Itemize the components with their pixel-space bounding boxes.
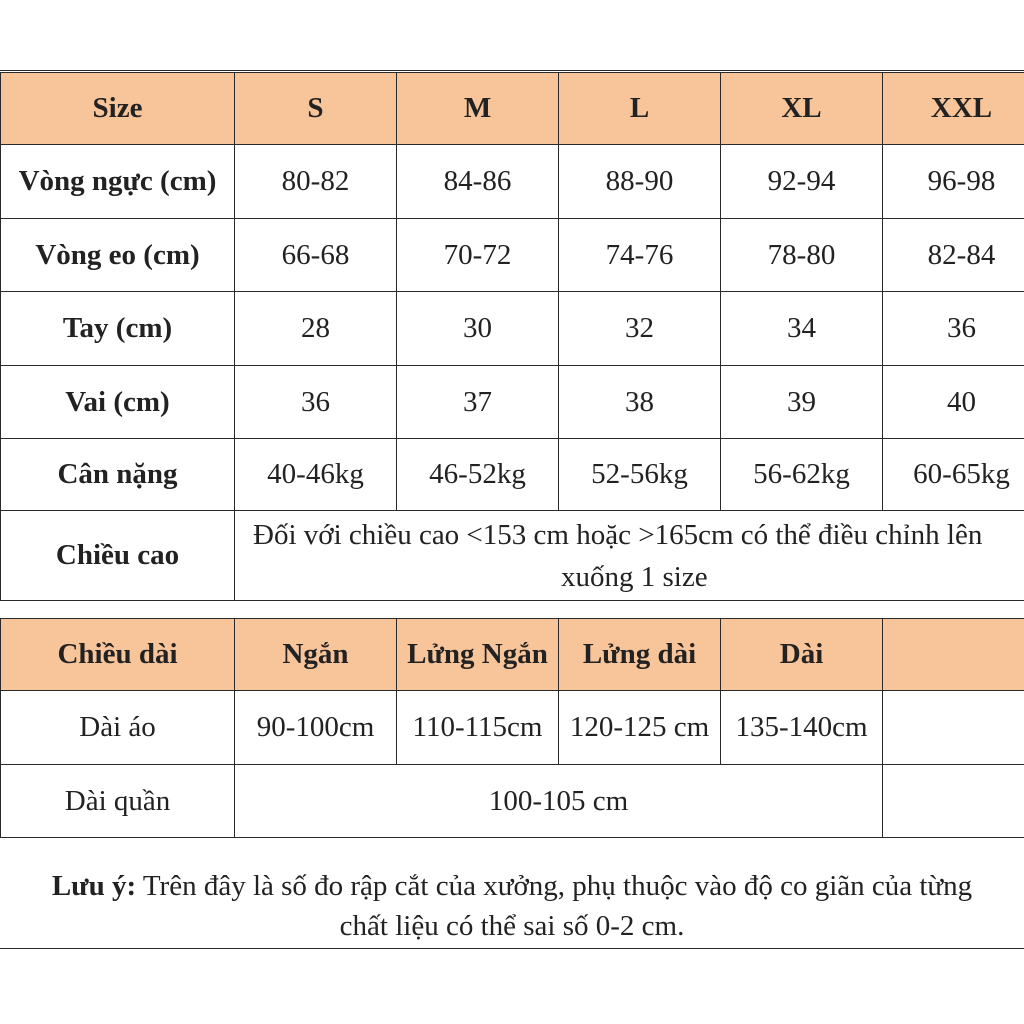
table-cell: 40-46kg	[235, 439, 397, 511]
table-cell: 37	[397, 366, 559, 439]
table-cell: 78-80	[721, 219, 883, 292]
row-label: Chiều cao	[1, 511, 235, 601]
table-cell: 40	[883, 366, 1024, 439]
table-cell: 46-52kg	[397, 439, 559, 511]
table-row	[1, 366, 1024, 439]
table-cell: 36	[883, 292, 1024, 366]
table-row	[1, 145, 1024, 219]
row-label: Cân nặng	[1, 439, 235, 511]
table-cell	[883, 691, 1024, 765]
table-cell: 84-86	[397, 145, 559, 219]
table-row	[1, 765, 1024, 838]
header-cell: L	[559, 73, 721, 145]
header-cell: Size	[1, 73, 235, 145]
table-cell: 60-65kg	[883, 439, 1024, 511]
table-cell: 82-84	[883, 219, 1024, 292]
note-line1	[0, 866, 1024, 906]
row-label: Vai (cm)	[1, 366, 235, 439]
size-table	[0, 72, 1024, 601]
table-cell: 80-82	[235, 145, 397, 219]
table-cell: 36	[235, 366, 397, 439]
table-cell: 120-125 cm	[559, 691, 721, 765]
table-cell: 70-72	[397, 219, 559, 292]
note-text-line2: chất liệu có thể sai số 0-2 cm.	[339, 910, 685, 942]
top-rule	[0, 70, 1024, 71]
row-label: Tay (cm)	[1, 292, 235, 366]
bottom-rule	[0, 948, 1024, 949]
row-label: Vòng ngực (cm)	[1, 145, 235, 219]
height-note-line1: Đối với chiều cao <153 cm hoặc >165cm có thể điều chỉnh lên	[253, 518, 983, 551]
table-cell: 30	[397, 292, 559, 366]
header-cell: Dài	[721, 619, 883, 691]
height-row	[1, 511, 1024, 601]
table-cell: 32	[559, 292, 721, 366]
length-header-row	[1, 619, 1024, 691]
table-row	[1, 292, 1024, 366]
table-cell: 38	[559, 366, 721, 439]
size-header-row	[1, 73, 1024, 145]
table-cell: 28	[235, 292, 397, 366]
row-label: Vòng eo (cm)	[1, 219, 235, 292]
row-label: Dài quần	[1, 765, 235, 838]
row-label: Dài áo	[1, 691, 235, 765]
table-cell: 110-115cm	[397, 691, 559, 765]
table-row	[1, 219, 1024, 292]
note-label: Lưu ý:	[51, 870, 137, 902]
note-text-line1: Trên đây là số đo rập cắt của xưởng, phụ thuộc vào độ co giãn của từng	[142, 870, 973, 902]
table-row	[1, 691, 1024, 765]
height-note-line2: xuống 1 size	[561, 560, 708, 593]
table-row	[1, 439, 1024, 511]
header-cell: XL	[721, 73, 883, 145]
table-cell: 34	[721, 292, 883, 366]
table-cell: 96-98	[883, 145, 1024, 219]
header-cell: M	[397, 73, 559, 145]
header-cell: Chiều dài	[1, 619, 235, 691]
table-cell: 74-76	[559, 219, 721, 292]
table-cell	[883, 765, 1024, 838]
length-table	[0, 618, 1024, 838]
header-cell: Lửng dài	[559, 619, 721, 691]
table-cell: 100-105 cm	[235, 765, 883, 838]
table-cell: 88-90	[559, 145, 721, 219]
table-cell: 39	[721, 366, 883, 439]
header-cell	[883, 619, 1024, 691]
header-cell: Ngắn	[235, 619, 397, 691]
header-cell: Lửng Ngắn	[397, 619, 559, 691]
table-cell: 52-56kg	[559, 439, 721, 511]
header-cell: S	[235, 73, 397, 145]
header-cell: XXL	[883, 73, 1024, 145]
height-note-cell	[235, 511, 1024, 601]
note	[0, 866, 1024, 946]
table-cell: 90-100cm	[235, 691, 397, 765]
table-cell: 135-140cm	[721, 691, 883, 765]
table-cell: 66-68	[235, 219, 397, 292]
table-cell: 92-94	[721, 145, 883, 219]
table-cell: 56-62kg	[721, 439, 883, 511]
